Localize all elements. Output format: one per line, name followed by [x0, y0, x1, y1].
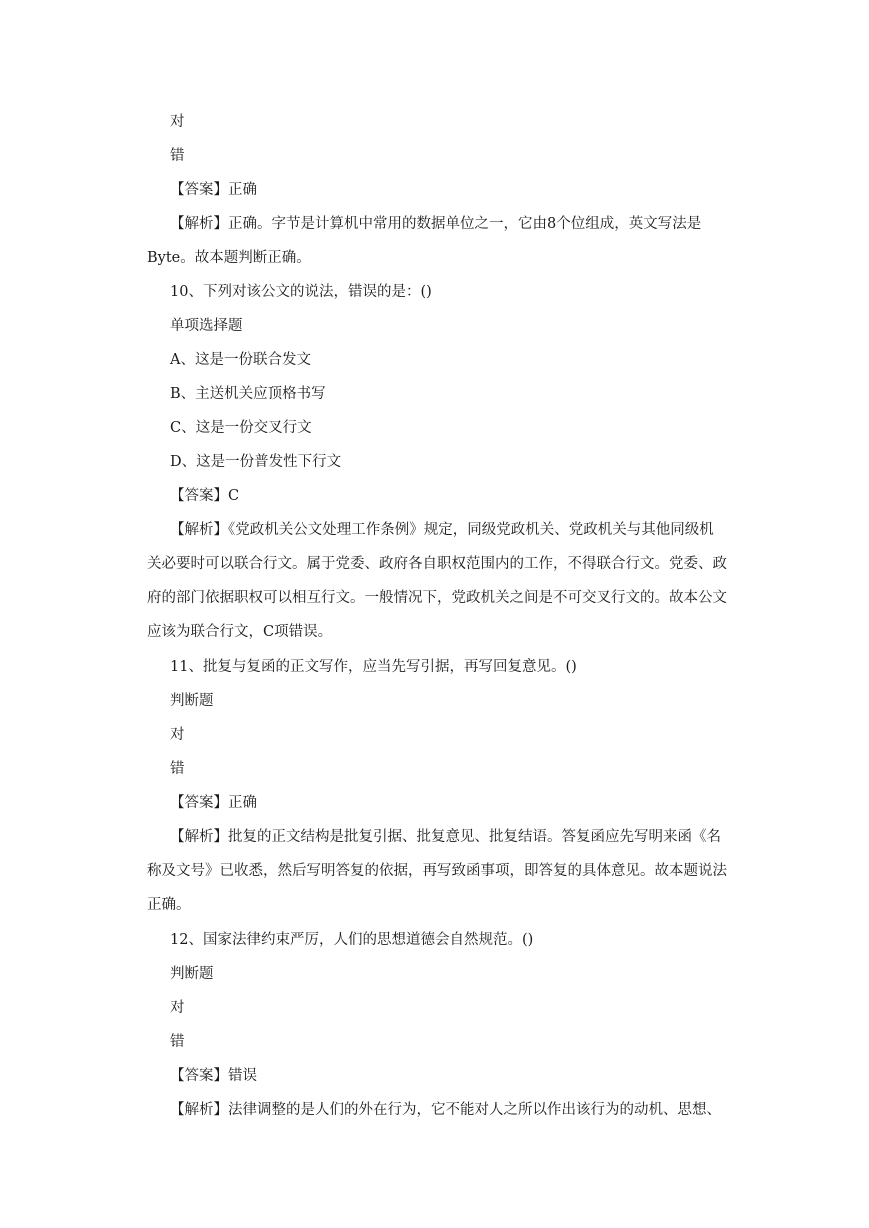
q11-option-a: 对 [170, 727, 185, 743]
analysis-label: 【解析】 [170, 1102, 228, 1118]
answer-label: 【答案】 [170, 795, 228, 811]
q9-option-b: 错 [170, 148, 185, 164]
q10-option-c: C、这是一份交叉行文 [170, 420, 312, 436]
answer-label: 【答案】 [170, 1068, 228, 1084]
answer-value: 正确 [228, 182, 257, 198]
analysis-text: 批复的正文结构是批复引据、批复意见、批复结语。答复函应先写明来函《名 [228, 829, 721, 845]
answer-value: C [228, 488, 240, 504]
q10-option-a: A、这是一份联合发文 [170, 352, 311, 368]
q10-answer [170, 486, 239, 506]
answer-value: 错误 [228, 1068, 257, 1084]
q10-analysis-line-3: 府的部门依据职权可以相互行文。一般情况下，党政机关之间是不可交叉行文的。故本公文 [147, 590, 727, 606]
q11-analysis-line-1 [170, 827, 721, 847]
q10-analysis-line-1 [170, 520, 714, 540]
q10-option-b: B、主送机关应顶格书写 [170, 386, 326, 402]
q9-analysis-line-1 [170, 214, 701, 234]
q10-option-d: D、这是一份普发性下行文 [170, 454, 342, 470]
q12-analysis-line-1 [170, 1100, 721, 1120]
answer-value: 正确 [228, 795, 257, 811]
q10-analysis-line-4: 应该为联合行文，C项错误。 [147, 624, 333, 640]
q11-analysis-line-2: 称及文号》已收悉，然后写明答复的依据，再写致函事项，即答复的具体意见。故本题说法 [147, 863, 727, 879]
analysis-label: 【解析】 [170, 216, 228, 232]
analysis-text: 《党政机关公文处理工作条例》规定，同级党政机关、党政机关与其他同级机 [228, 522, 714, 538]
q9-option-a: 对 [170, 114, 185, 130]
q9-analysis-line-2: Byte。故本题判断正确。 [147, 250, 311, 266]
answer-label: 【答案】 [170, 488, 228, 504]
q10-type: 单项选择题 [170, 318, 243, 334]
q9-answer [170, 180, 257, 200]
q12-option-b: 错 [170, 1034, 185, 1050]
answer-label: 【答案】 [170, 182, 228, 198]
q12-option-a: 对 [170, 1000, 185, 1016]
q10-question: 10、下列对该公文的说法，错误的是：() [170, 284, 432, 300]
q11-type: 判断题 [170, 693, 214, 709]
analysis-text: 正确。字节是计算机中常用的数据单位之一，它由8个位组成，英文写法是 [228, 216, 702, 232]
q11-answer [170, 793, 257, 813]
q11-analysis-line-3: 正确。 [147, 897, 191, 913]
analysis-label: 【解析】 [170, 522, 228, 538]
q10-analysis-line-2: 关必要时可以联合行文。属于党委、政府各自职权范围内的工作，不得联合行文。党委、政 [147, 556, 727, 572]
q12-answer [170, 1066, 257, 1086]
analysis-label: 【解析】 [170, 829, 228, 845]
q12-question: 12、国家法律约束严厉，人们的思想道德会自然规范。() [170, 932, 534, 948]
analysis-text: 法律调整的是人们的外在行为，它不能对人之所以作出该行为的动机、思想、 [228, 1102, 721, 1118]
q12-type: 判断题 [170, 966, 214, 982]
q11-option-b: 错 [170, 761, 185, 777]
q11-question: 11、批复与复函的正文写作，应当先写引据，再写回复意见。() [170, 659, 577, 675]
